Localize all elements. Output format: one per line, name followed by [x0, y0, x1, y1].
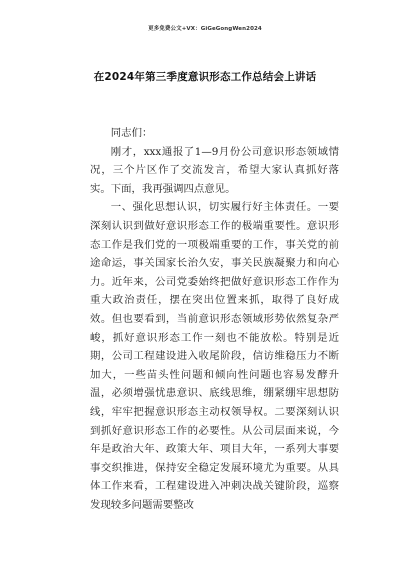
salutation: 同志们： [110, 127, 153, 139]
paragraph-main: 一、强化思想认识，切实履行好主体责任。一要深刻认识到做好意识形态工作的极端重要性。意识形态工作是我们党的一项极端重要的工作，事关党的前途命运，事关国家长治久安，事关民族凝聚力和向心力。近年来，公司党委始终把做好意识形态工作作为重大政治责任，摆在突出位置来抓，取得了良好成效。但也要看到，当前意识形态领域形势依然复杂严峻，抓好意识形态工作一刻也不能放松。特别是近期，公司工程建设进入收尾阶段，信访维稳压力不断加大，一些苗头性问题和倾向性问题也容易发酵升温，必须增强忧患意识、底线思维，绷紧绷牢思想防线，牢牢把握意识形态主动权领导权。二要深刻认识到抓好意识形态工作的必要性。从公司层面来说，今年是政治大年、政策大年、项目大年，一系列大事要事交织推进，保持安全稳定发展环境尤为重要。从具体工作来看，工程建设进入冲刺决战关键阶段，巡察发现较多问题需要整改 [90, 201, 339, 511]
document-body [90, 124, 339, 514]
page-title: 在2024年第三季度意识形态工作总结会上讲话 [93, 71, 317, 83]
header-note: 更多免费公文+VX：GiGeGongWen2024 [148, 26, 262, 32]
paragraph-intro: 刚才，xxx通报了1—9月份公司意识形态领域情况，三个片区作了交流发言，希望大家认真抓好落实。下面，我再强调四点意见。 [90, 145, 339, 195]
